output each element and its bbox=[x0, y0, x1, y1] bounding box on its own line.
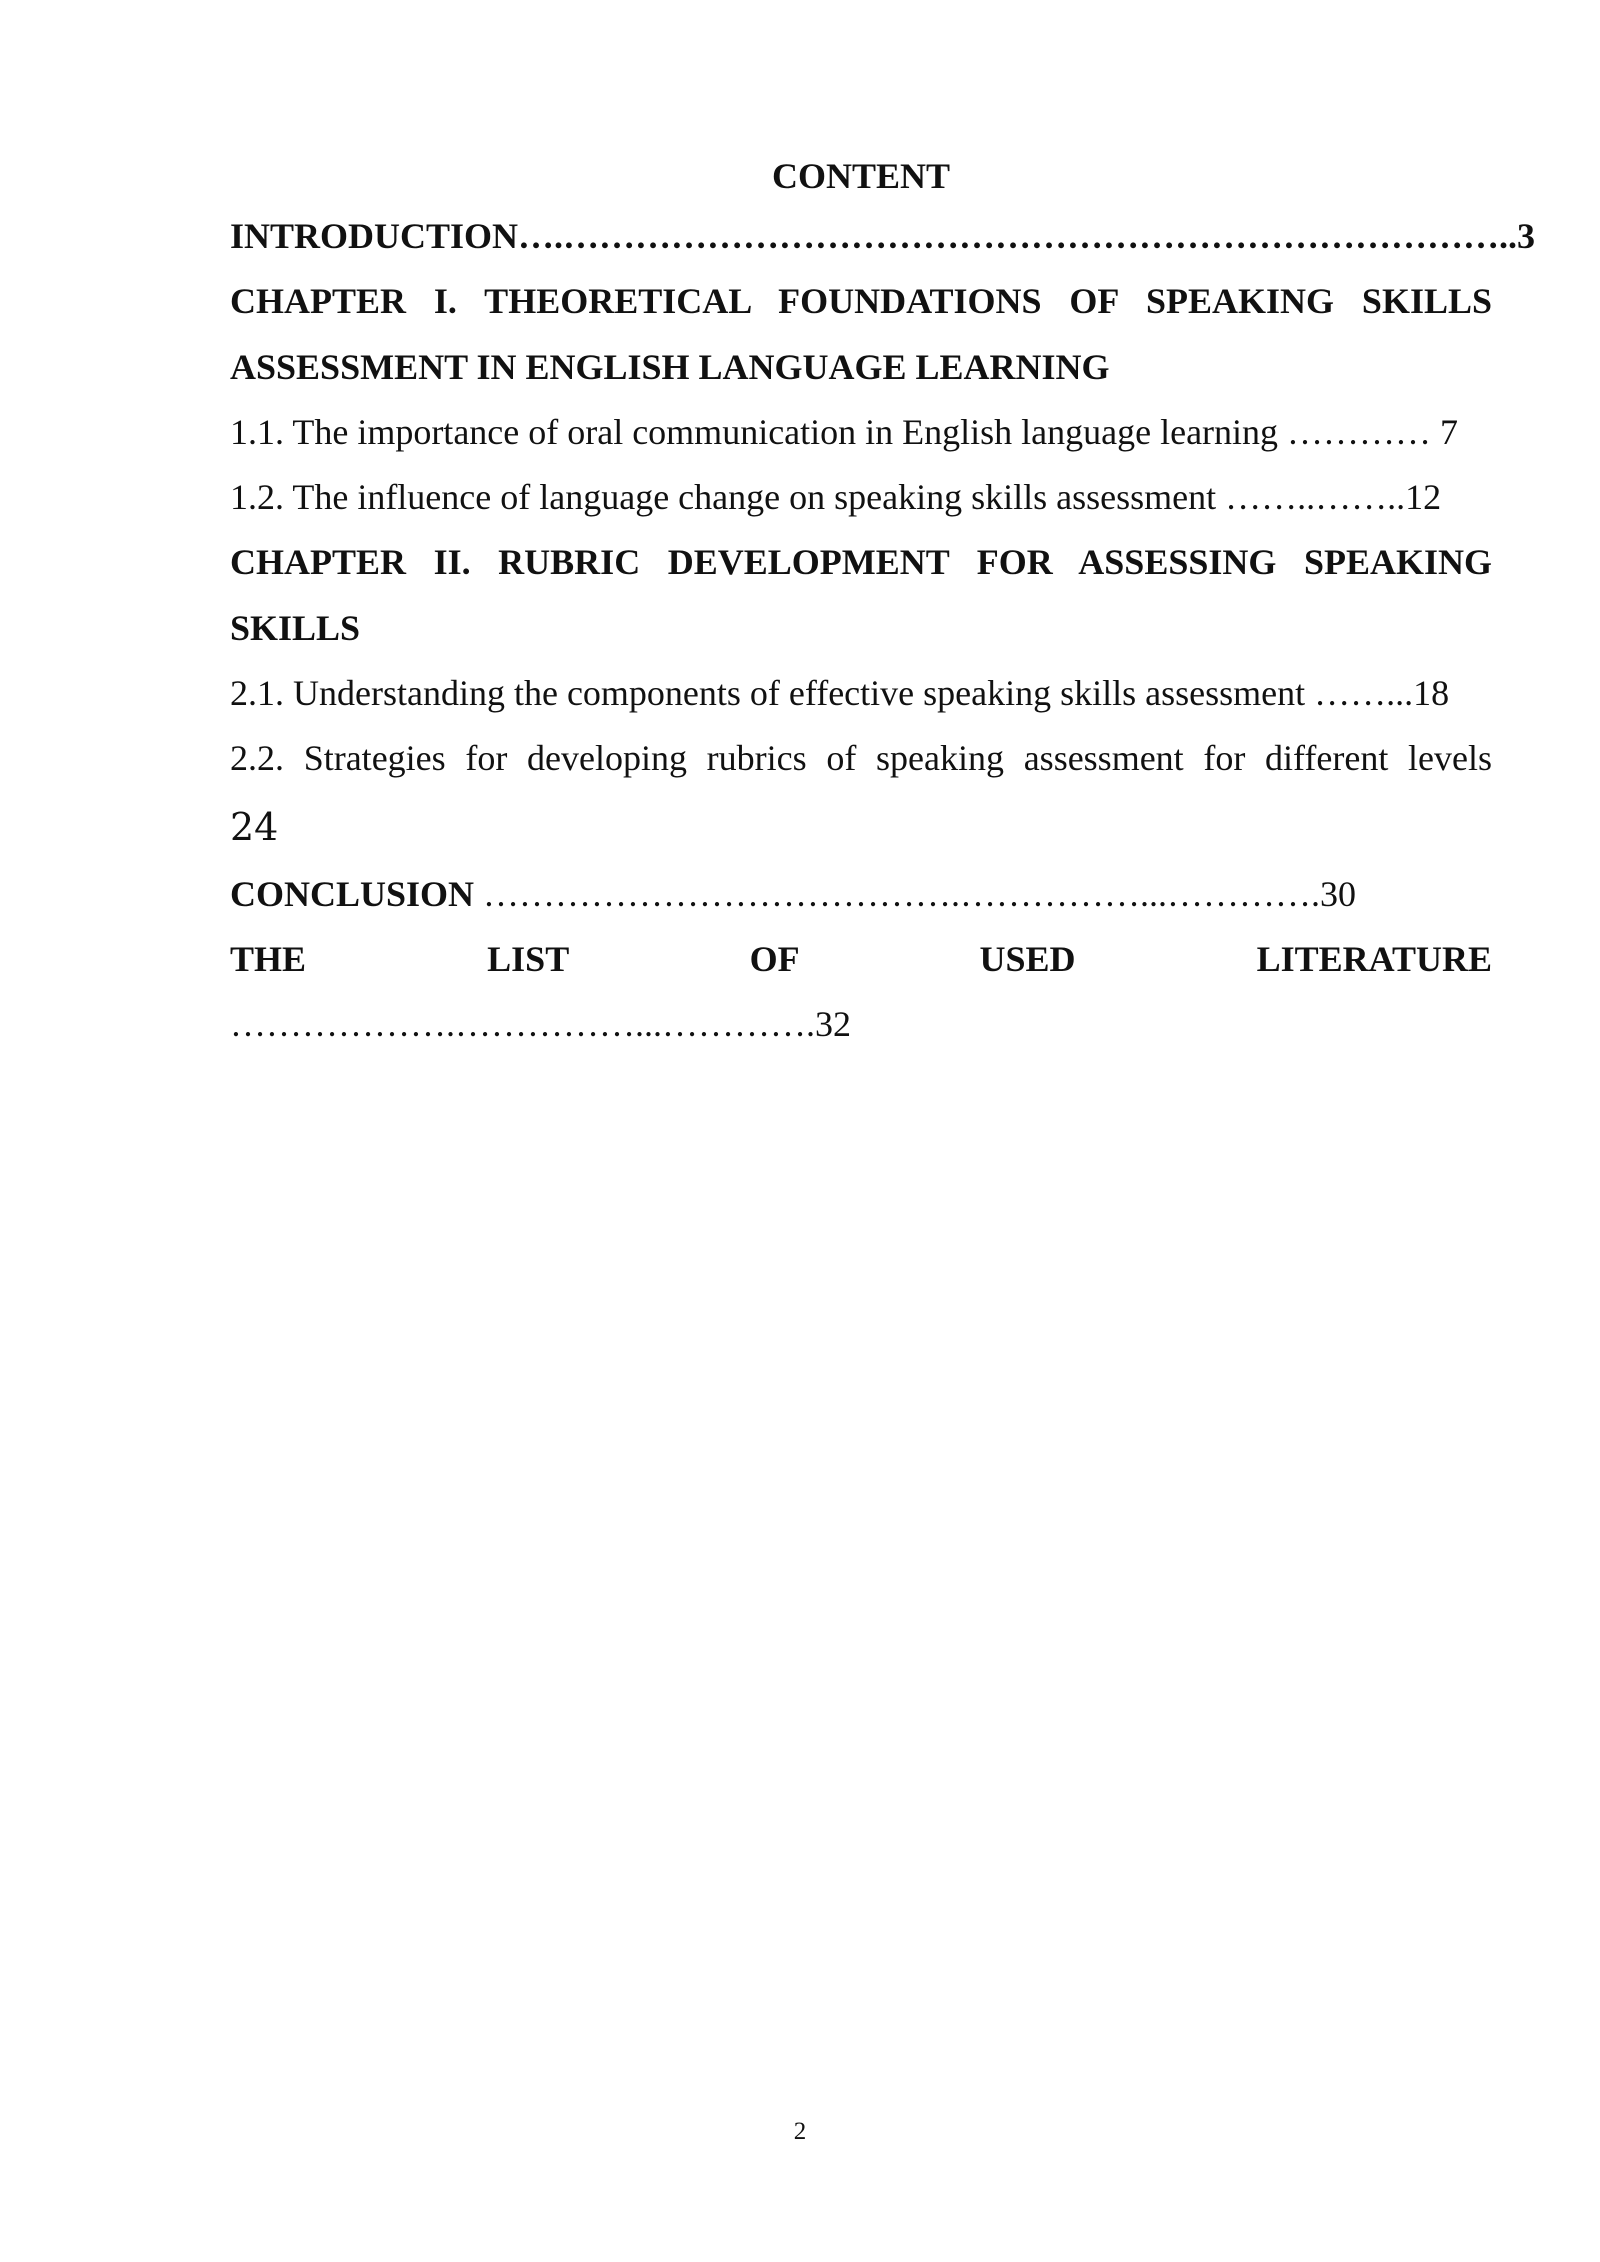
toc-entry-chapter-2: CHAPTER II. RUBRIC DEVELOPMENT FOR ASSESSING SPEAKING SKILLS bbox=[230, 542, 1492, 648]
toc-entry-literature: THE LIST OF USED LITERATURE bbox=[230, 938, 1492, 979]
toc-entry-conclusion bbox=[230, 862, 1492, 927]
table-of-contents bbox=[230, 148, 1536, 1058]
section-2-2-page-number: 24 bbox=[230, 804, 279, 849]
conclusion-label: CONCLUSION bbox=[230, 873, 475, 914]
toc-entry-chapter-1 bbox=[230, 269, 1492, 400]
page-number: 2 bbox=[793, 2118, 807, 2145]
toc-entry-introduction: INTRODUCTION….……………………………………………………………………..3 bbox=[230, 216, 1536, 256]
toc-entry-section-1-1: 1.1. The importance of oral communication in English language learning ………… 7 bbox=[230, 411, 1459, 452]
toc-entry-literature-page: ……………….……………...………….32 bbox=[230, 1004, 851, 1045]
toc-entry-section-1-2: 1.2. The influence of language change on speaking skills assessment ……..……..12 bbox=[230, 477, 1442, 518]
toc-entry-section-2-2: 2.2. Strategies for developing rubrics of speaking assessment for different levels bbox=[230, 738, 1492, 779]
toc-entry-section-2-1: 2.1. Understanding the components of effective speaking skills assessment ……...18 bbox=[230, 673, 1450, 714]
toc-entry-section-2-2-page bbox=[230, 792, 1492, 862]
chapter-1-title: CHAPTER I. THEORETICAL FOUNDATIONS OF SPEAKING SKILLS ASSESSMENT IN ENGLISH LANGUAGE LEARNING bbox=[230, 281, 1492, 387]
conclusion-dots-page: ………………………………….……………...………….30 bbox=[474, 873, 1357, 914]
toc-title: CONTENT bbox=[771, 156, 951, 196]
